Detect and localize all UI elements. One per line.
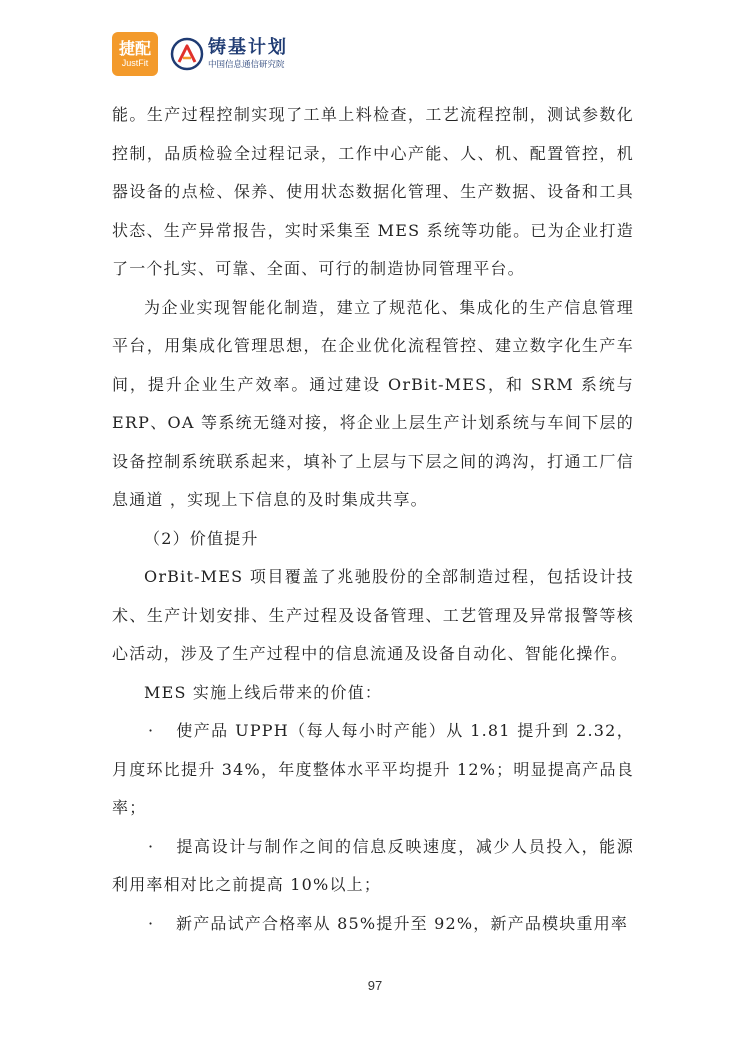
- paragraph-2: 为企业实现智能化制造，建立了规范化、集成化的生产信息管理平台，用集成化管理思想，在企业优化流程管控、建立数字化生产车间，提升企业生产效率。通过建设 OrBit-MES，和 SRM 系统与 ERP、OA 等系统无缝对接，将企业上层生产计划系统与车间下层的设备控制系统联系起来，填补了上层与下层之间的鸿沟，打通工厂信息通道 ，实现上下信息的及时集成共享。: [112, 297, 634, 509]
- bullet-text: 提高设计与制作之间的信息反映速度，减少人员投入，能源利用率相对比之前提高 10%以上；: [112, 836, 634, 894]
- justfit-logo-text: 捷配: [118, 39, 151, 58]
- bullet-dot: ·: [148, 721, 155, 740]
- paragraph-3: OrBit-MES 项目覆盖了兆驰股份的全部制造过程，包括设计技术、生产计划安排、生产过程及设备管理、工艺管理及异常报警等核心活动，涉及了生产过程中的信息流通及设备自动化、智能化操作。: [112, 567, 634, 663]
- paragraph-4: MES 实施上线后带来的价值：: [144, 682, 383, 702]
- bullet-item-1: [112, 712, 634, 828]
- page-number: 97: [367, 978, 383, 993]
- zhuji-logo: [170, 37, 288, 71]
- justfit-logo-sub: JustFit: [121, 58, 149, 68]
- document-body: [112, 96, 634, 943]
- bullet-dot: ·: [148, 836, 155, 856]
- justfit-logo: [112, 32, 158, 76]
- bullet-item-3: [112, 905, 634, 944]
- page-header: [112, 30, 288, 78]
- paragraph-1: 能。生产过程控制实现了工单上料检查，工艺流程控制，测试参数化控制，品质检验全过程记录，工作中心产能、人、机、配置管控，机器设备的点检、保养、使用状态数据化管理、生产数据、设备和工具状态、生产异常报告，实时采集至 MES 系统等功能。已为企业打造了一个扎实、可靠、全面、可行的制造协同管理平台。: [112, 105, 634, 278]
- bullet-dot: ·: [148, 913, 155, 933]
- bullet-item-2: [112, 828, 634, 905]
- zhuji-logo-org: 中国信息通信研究院: [208, 60, 285, 70]
- zhuji-mark-icon: [170, 37, 204, 71]
- bullet-text: 使产品 UPPH（每人每小时产能）从 1.81 提升到 2.32，月度环比提升 34%，年度整体水平平均提升 12%；明显提高产品良率；: [112, 721, 634, 817]
- section-heading-value: （2）价值提升: [144, 528, 259, 548]
- zhuji-logo-name: 铸基计划: [208, 37, 288, 58]
- bullet-text: 新产品试产合格率从 85%提升至 92%，新产品模块重用率: [176, 913, 629, 933]
